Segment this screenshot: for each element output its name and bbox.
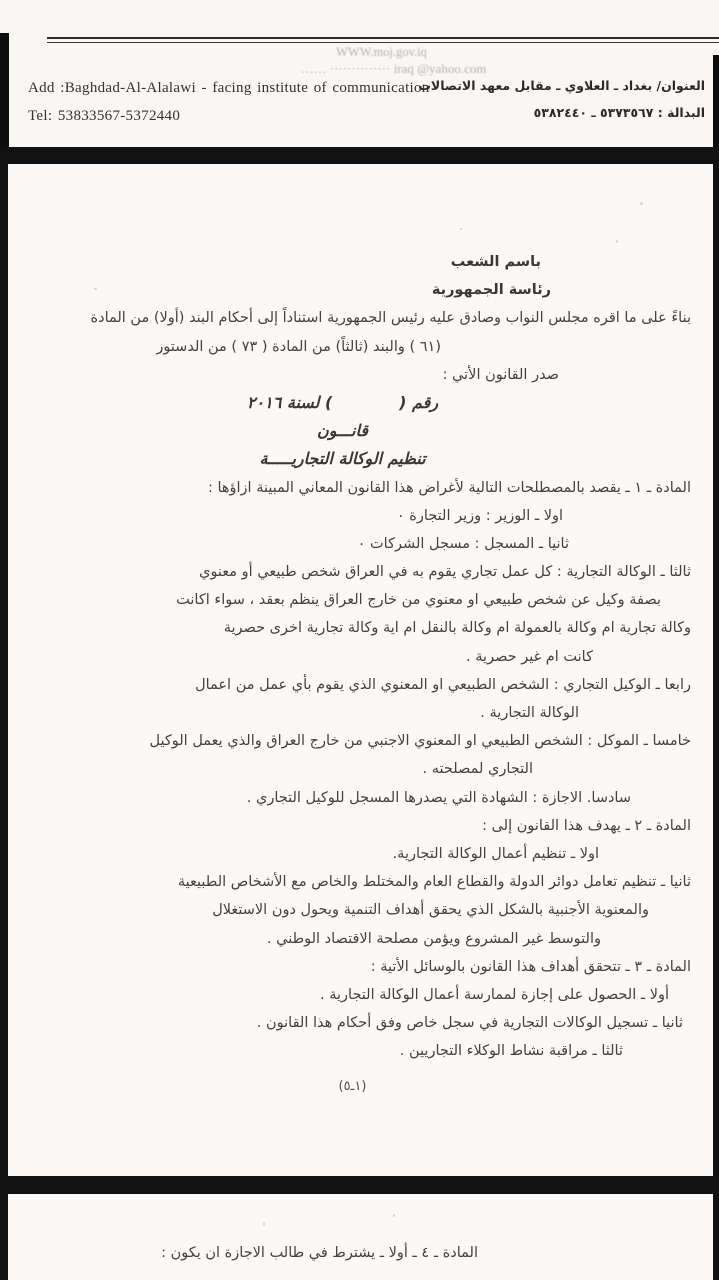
clause-line: اولا ـ الوزير : وزير التجارة ٠ [396, 507, 563, 524]
clause-line: أولا ـ الحصول على إجازة لممارسة أعمال الوكالة التجارية . [320, 986, 669, 1003]
article-1-line: المادة ـ ١ ـ يقصد بالمصطلحات التالية لأغراض هذا القانون المعاني المبينة ازاؤها : [207, 479, 691, 496]
article-2-line: المادة ـ ٢ ـ يهدف هذا القانون إلى : [482, 817, 691, 834]
letterhead-rule [47, 37, 719, 43]
page-2-text [8, 1194, 713, 1280]
document-page-2 [8, 1194, 713, 1280]
clause-line: اولا ـ تنظيم أعمال الوكالة التجارية. [392, 845, 599, 862]
clause-line: خامسا ـ الموكل : الشخص الطبيعي او المعنوي الاجنبي من خارج العراق والذي يعمل الوكيل [149, 733, 691, 750]
article-3-line: المادة ـ ٣ ـ تتحقق أهداف هذا القانون بالوسائل الأتية : [370, 958, 691, 975]
letterhead-tel-en: Tel: 53833567-5372440 [28, 108, 181, 124]
clause-line: رابعا ـ الوكيل التجاري : الشخص الطبيعي او المعنوي الذي يقوم بأي عمل من اعمال [195, 676, 691, 693]
continuation-line: بصفة وكيل عن شخص طبيعي او معنوي من خارج العراق ينظم بعقد ، سواء اكانت [176, 592, 661, 609]
clause-line: ثانيا ـ المسجل : مسجل الشركات ٠ [357, 535, 569, 552]
article-4-line: المادة ـ ٤ ـ أولا ـ يشترط في طالب الاجازة ان يكون : [161, 1245, 478, 1261]
letterhead-website: WWW.moj.gov.iq [336, 45, 427, 59]
presidency-of-republic: رئاسة الجمهورية [431, 282, 551, 299]
document-page-1 [8, 164, 713, 1176]
letterhead-tel-ar: البدالة : ٥٣٧٣٥٦٧ ـ ٥٣٨٢٤٤٠ [533, 105, 705, 120]
clause-line: ثانيا ـ تسجيل الوكالات التجارية في سجل خاص وفق أحكام هذا القانون . [256, 1015, 683, 1032]
letterhead-arabic-block [418, 72, 705, 126]
clause-line: ثانيا ـ تنظيم تعامل دوائر الدولة والقطاع العام والمختلط والخاص مع الأشخاص الطبيعية [177, 874, 691, 891]
letterhead-email: …… ·············· iraq @yahoo.com [300, 61, 487, 76]
clause-line: ثالثا ـ مراقبة نشاط الوكلاء التجاريين . [399, 1043, 623, 1060]
page-number: (١ـ٥) [338, 1079, 367, 1095]
preamble-line: صدر القانون الأتي : [442, 366, 559, 383]
clause-line: سادسا. الاجازة : الشهادة التي يصدرها المسجل للوكيل التجاري . [246, 789, 631, 806]
letterhead [0, 0, 719, 147]
preamble-line: (٦١ ) والبند (ثالثاً) من المادة ( ٧٣ ) من الدستور [156, 338, 441, 355]
law-number-line: رقم ( ) لسنة ٢٠١٦ [246, 392, 439, 412]
continuation-line: والمعنوية الأجنبية بالشكل الذي يحقق أهداف التنمية ويحول دون الاستغلال [212, 902, 649, 919]
letterhead-address-en: Add :Baghdad-Al-Alalawi - facing institute of communication [28, 80, 430, 96]
page-1-text [8, 164, 713, 1176]
continuation-line: والتوسط غير المشروع ويؤمن مصلحة الاقتصاد الوطني . [266, 930, 601, 947]
preamble-line: بناءً على ما اقره مجلس النواب وصادق عليه رئيس الجمهورية استناداً إلى أحكام البند (أولا) من المادة [90, 310, 691, 327]
continuation-line: وكالة تجارية ام وكالة بالعمولة ام وكالة بالنقل ام اية وكالة تجارية اخرى حصرية [223, 620, 691, 637]
letterhead-english-block [28, 74, 430, 130]
continuation-line: الوكالة التجارية . [480, 705, 579, 721]
continuation-line: التجاري لمصلحته . [422, 761, 533, 778]
clause-line: ثالثا ـ الوكالة التجارية : كل عمل تجاري يقوم به في العراق شخص طبيعي أو معنوي [199, 564, 691, 581]
law-title-line: تنظيم الوكالة التجاريـــــة [259, 449, 426, 469]
continuation-line: كانت ام غير حصرية . [466, 648, 593, 665]
letterhead-address-ar: العنوان/ بغداد ـ العلاوي ـ مقابل معهد الاتصالات [418, 78, 705, 93]
law-word-line: قانـــون [316, 421, 369, 441]
scan-border-right [713, 55, 719, 147]
scan-border-left [0, 33, 9, 147]
in-the-name-of-people: باسم الشعب [450, 254, 541, 270]
